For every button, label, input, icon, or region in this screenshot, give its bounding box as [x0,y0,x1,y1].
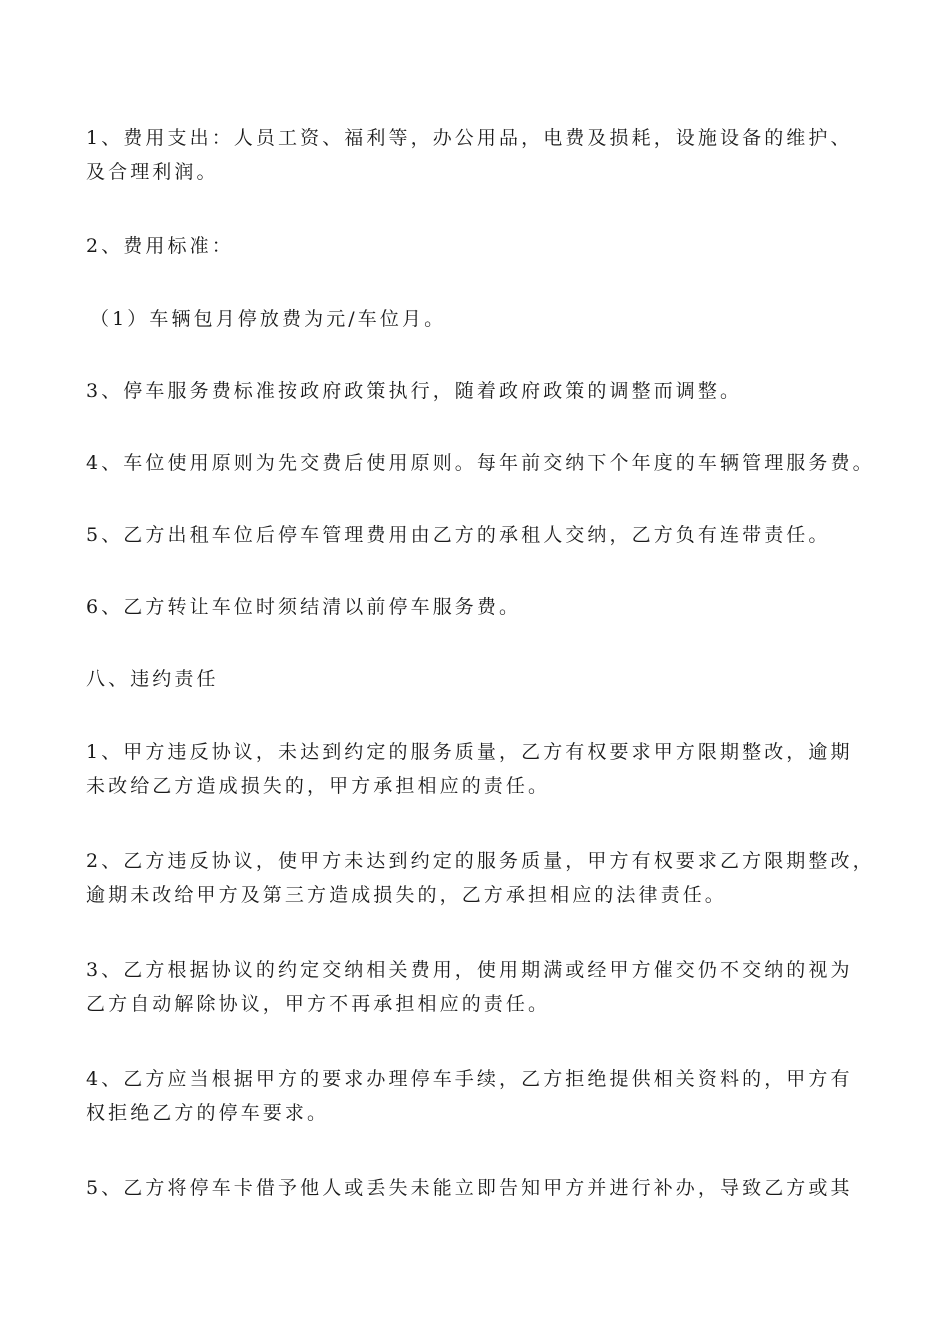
text-line: 3、乙方根据协议的约定交纳相关费用，使用期满或经甲方催交仍不交纳的视为 [86,959,853,981]
text-line: 逾期未改给甲方及第三方造成损失的，乙方承担相应的法律责任。 [86,884,727,906]
text-line: 未改给乙方造成损失的，甲方承担相应的责任。 [86,775,551,797]
text-line: 4、车位使用原则为先交费后使用原则。每年前交纳下个年度的车辆管理服务费。 [86,452,875,474]
text-line: 6、乙方转让车位时须结清以前停车服务费。 [86,596,522,618]
paragraph-fee-payment-termination [86,953,886,1021]
section-heading-breach [86,662,886,696]
text-line: 1、甲方违反协议，未达到约定的服务质量，乙方有权要求甲方限期整改，逾期 [86,741,853,763]
text-line: （1）车辆包月停放费为元/车位月。 [90,308,447,330]
paragraph-parking-procedures [86,1062,886,1130]
paragraph-rental-liability [86,518,886,552]
paragraph-usage-principle [86,446,886,480]
text-line: 2、乙方违反协议，使甲方未达到约定的服务质量，甲方有权要求乙方限期整改， [86,850,875,872]
text-line: 乙方自动解除协议，甲方不再承担相应的责任。 [86,993,551,1015]
paragraph-party-b-breach [86,844,886,912]
paragraph-fee-expenditure [86,121,886,189]
text-line: 3、停车服务费标准按政府政策执行，随着政府政策的调整而调整。 [86,380,743,402]
paragraph-fee-standard [86,229,886,263]
paragraph-monthly-parking-fee [90,302,890,336]
text-line: 5、乙方出租车位后停车管理费用由乙方的承租人交纳，乙方负有连带责任。 [86,524,831,546]
text-line: 及合理利润。 [86,161,219,183]
text-line: 八、违约责任 [86,668,219,690]
paragraph-parking-card-loss [86,1171,886,1205]
text-line: 4、乙方应当根据甲方的要求办理停车手续，乙方拒绝提供相关资料的，甲方有 [86,1068,853,1090]
text-line: 1、费用支出：人员工资、福利等，办公用品，电费及损耗，设施设备的维护、 [86,127,853,149]
text-line: 权拒绝乙方的停车要求。 [86,1102,330,1124]
paragraph-service-fee-policy [86,374,886,408]
text-line: 2、费用标准： [86,235,234,257]
paragraph-party-a-breach [86,735,886,803]
paragraph-transfer-settlement [86,590,886,624]
text-line: 5、乙方将停车卡借予他人或丢失未能立即告知甲方并进行补办，导致乙方或其 [86,1177,853,1199]
